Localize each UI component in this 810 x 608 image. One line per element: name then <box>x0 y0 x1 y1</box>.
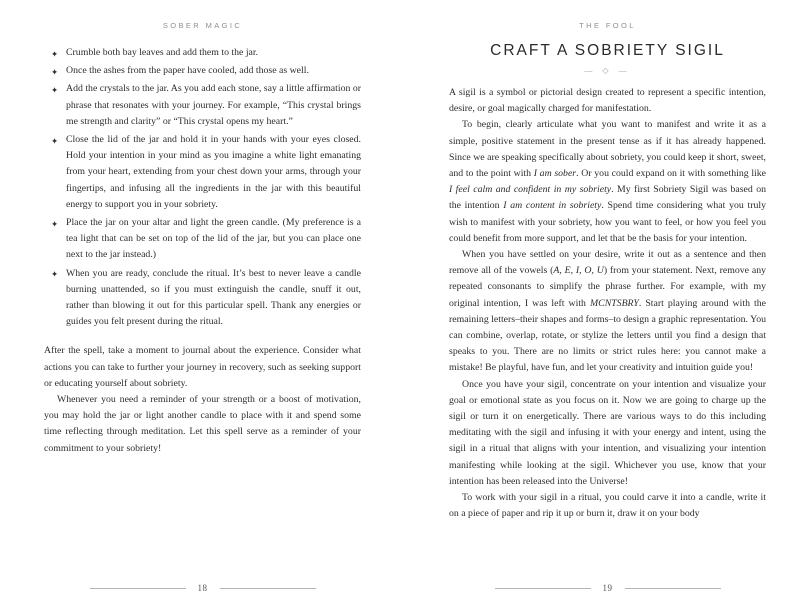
paragraph: To begin, clearly articulate what you want to manifest and write it as a simple, positive statement in the present tense as if it has already happened. Since we are speaking specifically about sobriety, you could keep it short, sweet, and to the point with I am sober. Or you could expand on it with something like I feel calm and confident in my sobriety. My first Sobriety Sigil was based on the intention I am content in sobriety. Spend time considering what you truly wish to manifest with your sobriety, how you want to feel, or how you feel you could benefit from more support, and let that be the basis for your intention. <box>449 119 767 244</box>
paragraph: To work with your sigil in a ritual, you could carve it into a candle, write it on a piece of paper and rip it up or burn it, draw it on your body <box>449 492 766 520</box>
right-paragraphs <box>449 85 766 522</box>
bullet-star-icon: ✦ <box>51 48 59 59</box>
bullet-star-icon: ✦ <box>51 135 59 146</box>
running-head-left: SOBER MAGIC <box>162 21 243 30</box>
page-left-content <box>44 45 361 457</box>
paragraph: Whenever you need a reminder of your strength or a boost of motivation, you may hold the jar or light another candle to place with it and spend some time reflecting through meditation. Let this spell serve as a reminder of your commitment to your sobriety! <box>44 394 361 454</box>
ornament-divider-icon: — ◇ — <box>584 66 631 75</box>
bullet-text: Once the ashes from the paper have cooled, add those as well. <box>66 65 309 77</box>
footer-rule-left <box>90 588 186 589</box>
paragraph: When you have settled on your desire, write it out as a sentence and then remove all of the vowels (A, E, I, O, U) from your statement. Next, remove any repeated consonants to simplify the phrase further. For example, with my original intention, I was left with MCNTSBRY. Start playing around with the remaining letters–their shapes and forms–to design a graphic representation. You can combine, overlap, rotate, or stylize the letters until you find a design that speaks to you. There are no limits or strict rules here: you cannot make a mistake! Be playful, have fun, and let your creativity and intuition guide you! <box>449 249 766 374</box>
bullet-star-icon: ✦ <box>51 218 59 229</box>
list-item <box>51 81 362 130</box>
page-footer-left <box>0 583 405 593</box>
bullet-list <box>44 45 361 330</box>
bullet-star-icon: ✦ <box>51 269 59 280</box>
bullet-star-icon: ✦ <box>51 66 59 77</box>
paragraph: A sigil is a symbol or pictorial design created to represent a specific intention, desire, or goal magically charged for manifestation. <box>449 87 766 115</box>
page-footer-right <box>405 583 810 593</box>
bullet-star-icon: ✦ <box>51 84 59 95</box>
bullet-text: When you are ready, conclude the ritual. It’s best to never leave a candle burning unattended, so if you must extinguish the candle, snuff it out, rather than blowing it out for this particular spell. Thank any energies or guides you felt present during the ritual. <box>66 267 361 328</box>
running-head-right: THE FOOL <box>579 21 636 30</box>
left-paragraphs <box>44 343 361 456</box>
list-item <box>51 266 361 331</box>
page-right <box>405 0 810 608</box>
bullet-text: Add the crystals to the jar. As you add each stone, say a little affirmation or phrase that resonates with your journey. For example, “This crystal brings me strength and clarity” or “This crystal opens my heart.” <box>66 83 362 127</box>
list-item <box>51 132 361 213</box>
footer-rule-right <box>220 588 316 589</box>
footer-rule-right <box>625 588 721 589</box>
page-number-right: 19 <box>602 583 613 593</box>
list-item <box>51 63 361 79</box>
bullet-text: Close the lid of the jar and hold it in your hands with your eyes closed. Hold your intention in your mind as you imagine a white light emanating from your heart, extending from your chest down your arms, through your fingertips, and infusing all the ingredients in the jar with this beautiful energy to support you in your sobriety. <box>66 134 361 210</box>
paragraph: Once you have your sigil, concentrate on your intention and visualize your goal or emotional state as you focus on it. Now we are going to charge up the sigil or turn it on energetically. There are various ways to do this including meditating with the sigil and infusing it with your energy and intent, using the sigil in a ritual that aligns with your intention, and visualizing your intention manifesting while looking at the sigil. Whichever you use, know that your intention has been released into the Universe! <box>449 378 766 487</box>
list-item <box>51 215 361 264</box>
list-item <box>51 45 361 61</box>
chapter-title: CRAFT A SOBRIETY SIGIL <box>490 42 725 59</box>
paragraph: After the spell, take a moment to journal about the experience. Consider what actions you can take to further your journey in recovery, such as seeking support or educating yourself about sobriety. <box>44 345 361 389</box>
page-number-left: 18 <box>197 583 208 593</box>
bullet-text: Place the jar on your altar and light the green candle. (My preference is a tea light that can be set on top of the lid of the jar, but you can place one next to the jar instead.) <box>66 217 361 261</box>
footer-rule-left <box>495 588 591 589</box>
bullet-text: Crumble both bay leaves and add them to the jar. <box>66 47 259 58</box>
